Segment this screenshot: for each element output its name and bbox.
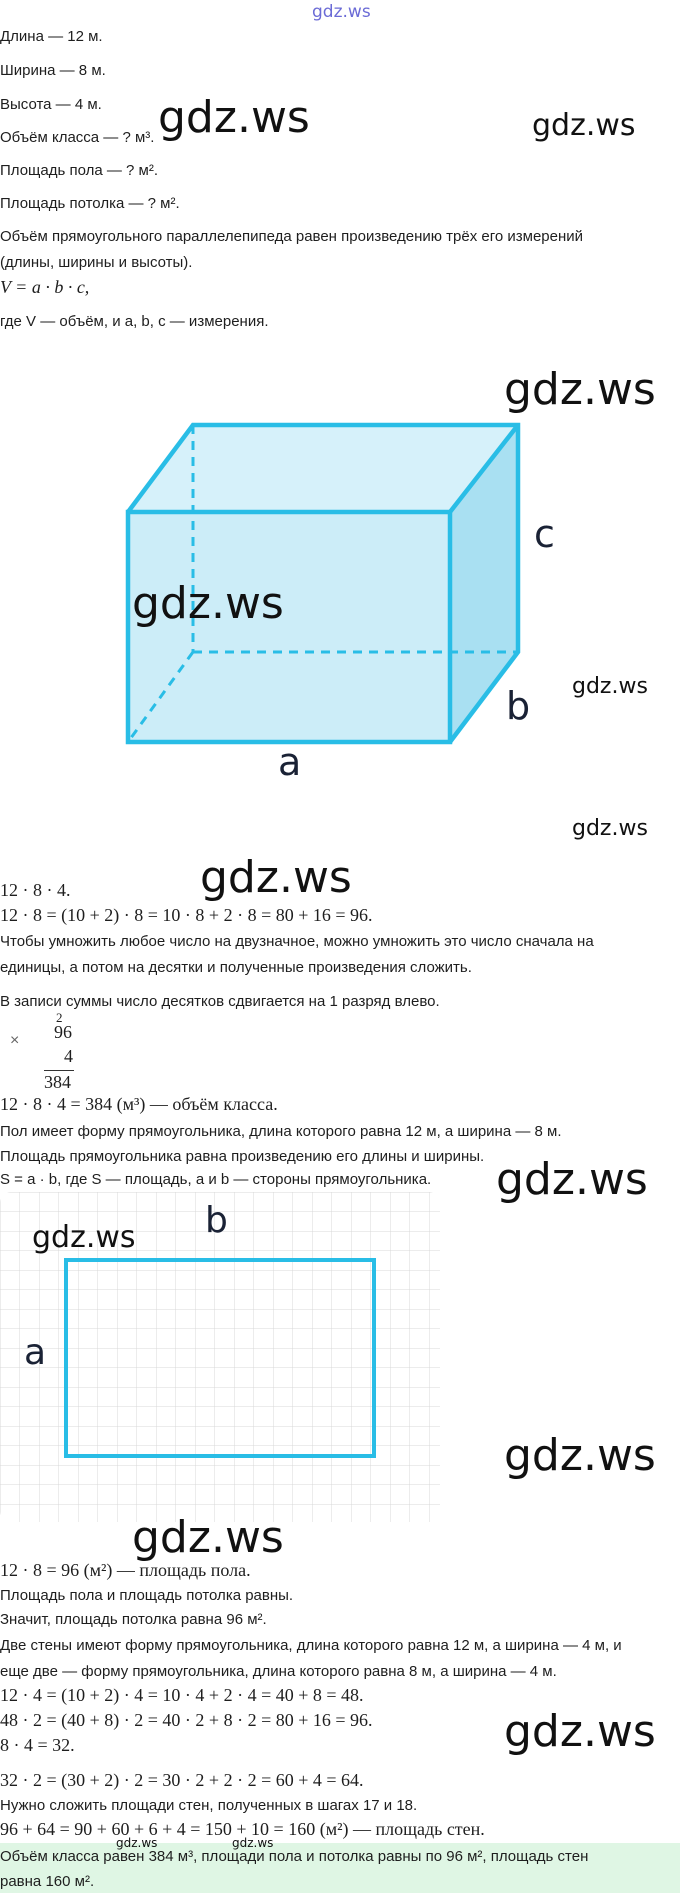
- given-width: Ширина — 8 м.: [0, 62, 106, 79]
- answer-line2: равна 160 м².: [0, 1873, 95, 1890]
- box-label-c: c: [534, 512, 555, 556]
- wall-calc-4: 32 · 2 = (30 + 2) · 2 = 30 · 2 + 2 · 2 = 60 + 4 = 64.: [0, 1770, 364, 1790]
- volume-question: Объём класса — ? м³.: [0, 129, 155, 146]
- watermark: gdz.ws: [158, 92, 310, 143]
- volume-formula: V = a · b · c,: [0, 277, 90, 297]
- box-label-a: a: [278, 740, 302, 784]
- shift-note: В записи суммы число десятков сдвигается на 1 разряд влево.: [0, 993, 440, 1010]
- walls-line1: Две стены имеют форму прямоугольника, длина которого равна 12 м, а ширина — 4 м, и: [0, 1637, 622, 1654]
- floor-question: Площадь пола — ? м².: [0, 162, 159, 179]
- wall-calc-1: 12 · 4 = (10 + 2) · 4 = 10 · 4 + 2 · 4 = 40 + 8 = 48.: [0, 1685, 364, 1705]
- watermark: gdz.ws: [132, 1512, 284, 1563]
- area-rule: Площадь прямоугольника равна произведению его длины и ширины.: [0, 1148, 485, 1165]
- answer-line1: Объём класса равен 384 м³, площади пола и потолка равны по 96 м², площадь стен: [0, 1848, 589, 1865]
- watermark: gdz.ws: [200, 852, 352, 903]
- sum-note: Нужно сложить площади стен, полученных в шагах 17 и 18.: [0, 1797, 418, 1814]
- watermark: gdz.ws: [232, 1836, 274, 1850]
- parallelepiped-figure: [0, 360, 680, 820]
- watermark: gdz.ws: [504, 364, 656, 415]
- column-multiply-sign: ×: [10, 1032, 20, 1049]
- calc-12x8: 12 · 8 = (10 + 2) · 8 = 10 · 8 + 2 · 8 = 80 + 16 = 96.: [0, 905, 373, 925]
- watermark-top: gdz.ws: [312, 2, 371, 22]
- rect-label-a: a: [24, 1332, 47, 1373]
- column-result: 384: [44, 1072, 71, 1092]
- given-length: Длина — 12 м.: [0, 28, 103, 45]
- watermark: gdz.ws: [572, 674, 648, 699]
- column-carry: 2: [56, 1010, 63, 1025]
- calc-expression: 12 · 8 · 4.: [0, 880, 71, 900]
- watermark: gdz.ws: [496, 1154, 648, 1205]
- floor-area-result: 12 · 8 = 96 (м²) — площадь пола.: [0, 1560, 251, 1580]
- ceiling-area-result: Значит, площадь потолка равна 96 м².: [0, 1611, 267, 1628]
- wall-calc-3: 8 · 4 = 32.: [0, 1735, 75, 1755]
- watermark: gdz.ws: [504, 1430, 656, 1481]
- box-label-b: b: [506, 684, 531, 728]
- watermark: gdz.ws: [32, 1220, 136, 1255]
- wall-calc-2: 48 · 2 = (40 + 8) · 2 = 40 · 2 + 8 · 2 = 80 + 16 = 96.: [0, 1710, 373, 1730]
- watermark: gdz.ws: [504, 1706, 656, 1757]
- walls-area-result: 96 + 64 = 90 + 60 + 6 + 4 = 150 + 10 = 160 (м²) — площадь стен.: [0, 1819, 485, 1839]
- column-line: [44, 1070, 74, 1071]
- volume-rule-line2: (длины, ширины и высоты).: [0, 254, 193, 271]
- area-formula: S = a · b, где S — площадь, a и b — стороны прямоугольника.: [0, 1171, 432, 1188]
- watermark: gdz.ws: [572, 816, 648, 841]
- column-top: 96: [54, 1022, 72, 1042]
- volume-rule-line1: Объём прямоугольного параллелепипеда равен произведению трёх его измерений: [0, 228, 584, 245]
- watermark: gdz.ws: [532, 108, 636, 143]
- floor-shape-note: Пол имеет форму прямоугольника, длина которого равна 12 м, а ширина — 8 м.: [0, 1123, 562, 1140]
- volume-result: 12 · 8 · 4 = 384 (м³) — объём класса.: [0, 1094, 278, 1114]
- watermark: gdz.ws: [116, 1836, 158, 1850]
- formula-explanation: где V — объём, и a, b, c — измерения.: [0, 313, 269, 330]
- ceiling-question: Площадь потолка — ? м².: [0, 195, 180, 212]
- given-height: Высота — 4 м.: [0, 96, 102, 113]
- mult-rule-line2: единицы, а потом на десятки и полученные произведения сложить.: [0, 959, 472, 976]
- rect-label-b: b: [205, 1200, 228, 1241]
- watermark: gdz.ws: [132, 578, 284, 629]
- walls-line2: еще две — форму прямоугольника, длина которого равна 8 м, а ширина — 4 м.: [0, 1663, 557, 1680]
- mult-rule-line1: Чтобы умножить любое число на двузначное, можно умножить это число сначала на: [0, 933, 594, 950]
- column-multiplier: 4: [64, 1046, 73, 1066]
- areas-equal-note: Площадь пола и площадь потолка равны.: [0, 1587, 294, 1604]
